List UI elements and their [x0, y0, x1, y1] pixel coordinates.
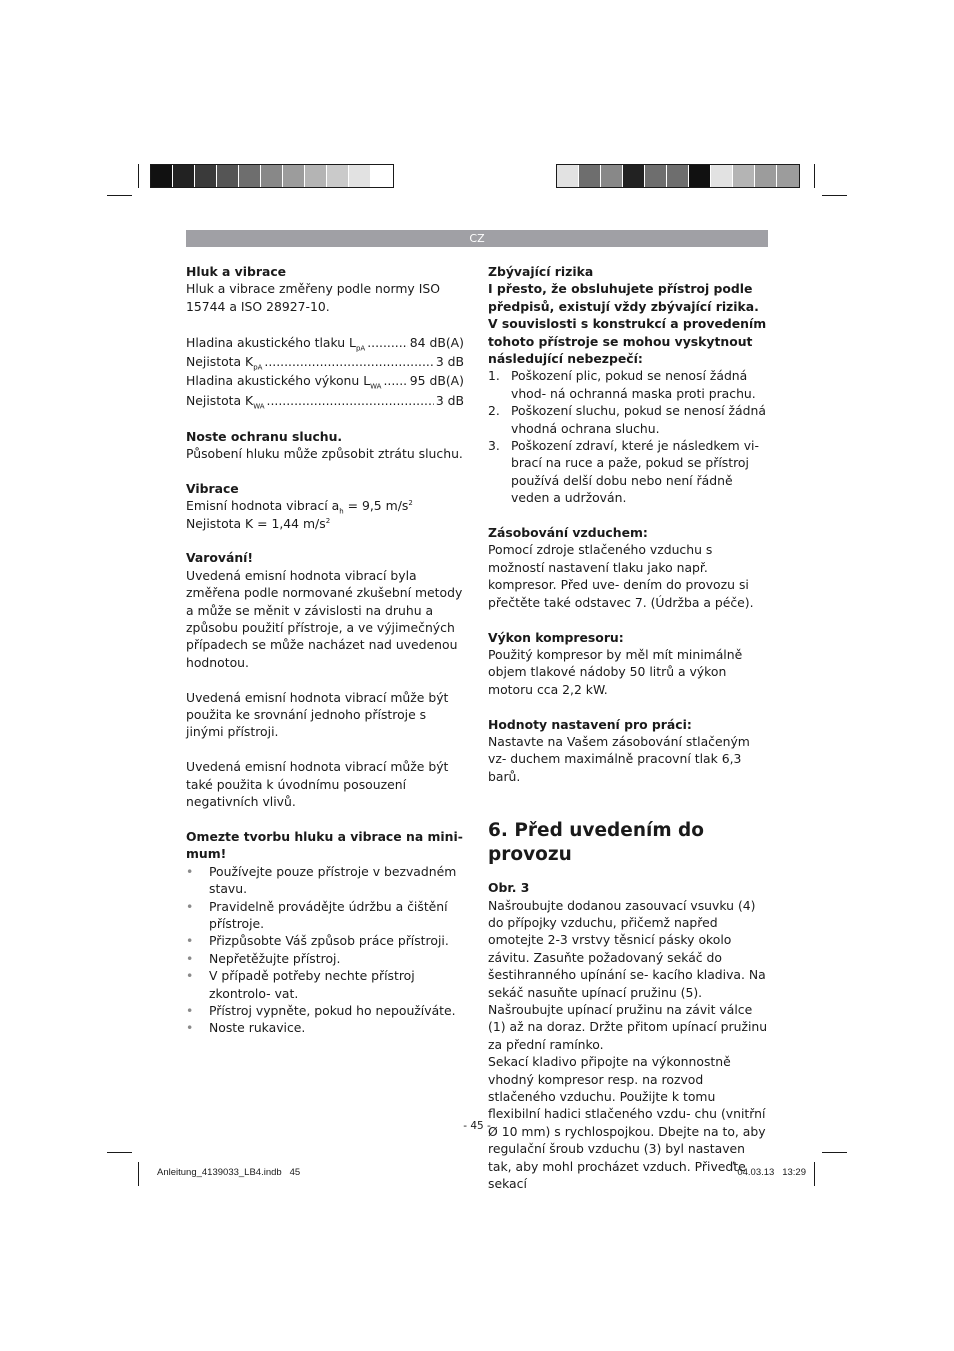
color-swatch	[667, 165, 689, 187]
risk-item	[488, 437, 768, 507]
color-swatch	[645, 165, 667, 187]
warning-heading: Varování!	[186, 550, 254, 566]
bullet-item: • Používejte pouze přístroje v bezvadném stavu.	[186, 863, 464, 898]
risks-intro: I přesto, že obsluhujete přístroj podle předpisů, existují vždy zbývající rizika. V souvislosti s konstrukcí a provedením tohoto přístroje se mohou vyskytnout následující nebezpečí:	[488, 281, 767, 367]
bullet-item: • Nepřetěžujte přístroj.	[186, 950, 464, 967]
vibration-heading: Vibrace	[186, 480, 239, 496]
bullet-item: • Přizpůsobte Váš způsob práce přístroji.	[186, 932, 464, 949]
color-swatch	[689, 165, 711, 187]
measurement-list	[186, 333, 464, 411]
settings-text: Nastavte na Vašem zásobování stlačeným vz- duchem maximálně pracovní tlak 6,3 barů.	[488, 733, 750, 784]
air-supply-heading: Zásobování vzduchem:	[488, 525, 648, 541]
figure-paragraph: Sekací kladivo připojte na výkonnostně vhodný kompresor resp. na rozvod stlačeného vzduchu. Použijte k tomu flexibilní hadici stlačeného vzdu- chu (vnitřní Ø 10 mm) s rychlospojkou. Dbejte na to, aby regulační šroub vzduchu (3) byl nastaven tak, aby mohl procházet vzduch. Přiveďte sekací	[488, 1054, 766, 1192]
measurement-row	[186, 352, 464, 371]
leader-dots	[267, 391, 434, 410]
noise-heading: Hluk a vibrace	[186, 264, 287, 279]
bullet-item: • Noste rukavice.	[186, 1019, 464, 1036]
crop-mark	[814, 164, 815, 188]
leader-dots	[383, 371, 407, 390]
crop-mark	[822, 1152, 847, 1153]
right-column	[488, 263, 768, 1192]
color-calibration-bar-right	[556, 164, 800, 188]
color-swatch	[305, 165, 327, 187]
settings-heading: Hodnoty nastavení pro práci:	[488, 716, 692, 732]
risk-number: 3.	[488, 438, 500, 454]
color-swatch	[755, 165, 777, 187]
compressor-text: Použitý kompresor by měl mít minimálně objem tlakové nádoby 50 litrů a výkon motoru cca 2,2 kW.	[488, 646, 743, 697]
color-swatch	[349, 165, 371, 187]
risk-item	[488, 402, 768, 437]
color-swatch	[217, 165, 239, 187]
hearing-heading: Noste ochranu sluchu.	[186, 428, 343, 444]
color-swatch	[327, 165, 349, 187]
measurement-label: Nejistota $K_{pA}$	[186, 354, 263, 372]
measurement-label: Hladina akustického výkonu $L_{WA}$	[186, 373, 382, 391]
language-band	[186, 230, 768, 247]
warning-paragraph: Uvedená emisní hodnota vibrací může být také použita k úvodnímu posouzení negativních vlivů.	[186, 759, 449, 810]
page-number: - 45 -	[463, 1120, 491, 1132]
risk-text: Poškození plic, pokud se nenosí žádná vhod- ná ochranná maska proti prachu.	[511, 368, 756, 401]
figure-paragraph: Našroubujte dodanou zasouvací vsuvku (4) do přípojky vzduchu, přičemž napřed omotejte 2-3 vrstvy těsnicí pásky okolo závitu. Zasuňte požadovaný sekáč do šestihranného upínání se- kacího kladiva. Na sekáč nasuňte upínací pružinu (5). Našroubujte upínací pružinu na závit válce (1) až na doraz. Držte přitom upínací pružinu za přední ramínko.	[488, 897, 768, 1052]
leader-dots	[264, 352, 433, 371]
risks-list	[488, 367, 768, 506]
crop-mark	[138, 164, 139, 188]
hearing-text: Působení hluku může způsobit ztrátu sluchu.	[186, 446, 463, 462]
language-label: CZ	[469, 232, 485, 245]
color-swatch	[601, 165, 623, 187]
measurement-value: 95 dB(A)	[409, 373, 464, 389]
bullet-item: • Pravidelně provádějte údržbu a čištění přístroje.	[186, 898, 464, 933]
measurement-label: Nejistota $K_{WA}$	[186, 392, 265, 411]
section-title: 6. Před uvedením do provozu	[488, 820, 705, 866]
crop-mark	[814, 1162, 815, 1186]
risk-number: 2.	[488, 403, 500, 419]
left-column	[186, 263, 464, 1037]
leader-dots	[367, 333, 408, 352]
figure-heading: Obr. 3	[488, 880, 530, 896]
color-swatch	[711, 165, 733, 187]
crop-mark	[138, 1162, 139, 1186]
air-supply-text: Pomocí zdroje stlačeného vzduchu s možností nastavení tlaku jako např. kompresor. Před uve- dením do provozu si přečtěte také odstavec 7. (Údržba a péče).	[488, 542, 754, 610]
footer-file: Anleitung_4139033_LB4.indb 45	[157, 1167, 301, 1178]
reduce-heading: Omezte tvorbu hluku a vibrace na mini- mum!	[186, 828, 463, 862]
footer-date: 04.03.13 13:29	[737, 1167, 806, 1178]
risk-number: 1.	[488, 368, 500, 384]
measurement-row	[186, 333, 464, 352]
crop-mark	[822, 195, 847, 196]
risk-text: Poškození zdraví, které je následkem vi- brací na ruce a paže, pokud se přístroj používá delší dobu nebo není řádně veden a udržován.	[511, 438, 759, 506]
bullet-item: • Přístroj vypněte, pokud ho nepoužíváte.	[186, 1002, 464, 1019]
color-swatch	[371, 165, 393, 187]
warning-paragraph: Uvedená emisní hodnota vibrací může být použita ke srovnání jednoho přístroje s jinými přístroji.	[186, 689, 449, 740]
crop-mark	[107, 1152, 132, 1153]
risks-heading: Zbývající rizika	[488, 264, 594, 279]
color-swatch	[195, 165, 217, 187]
crop-mark	[107, 195, 132, 196]
color-swatch	[557, 165, 579, 187]
color-swatch	[733, 165, 755, 187]
color-swatch	[239, 165, 261, 187]
color-swatch	[283, 165, 305, 187]
color-swatch	[173, 165, 195, 187]
measurement-value: 3 dB	[435, 354, 464, 370]
compressor-heading: Výkon kompresoru:	[488, 629, 624, 645]
vibration-uncertainty: Nejistota K = 1,44 $m/s^2$	[186, 515, 331, 531]
warning-paragraph: Uvedená emisní hodnota vibrací byla změřena podle normované zkušební metody a může se měnit v závislosti na druhu a způsobu použití přístroje, a ve výjimečných případech se může nacházet nad uvedenou hodnotou.	[186, 567, 463, 670]
color-swatch	[151, 165, 173, 187]
measurement-value: 3 dB	[435, 392, 464, 408]
bullet-item: • V případě potřeby nechte přístroj zkontrolo- vat.	[186, 967, 464, 1002]
measurement-value: 84 dB(A)	[409, 334, 464, 350]
measurement-row	[186, 371, 464, 390]
measurement-row	[186, 391, 464, 410]
noise-text: Hluk a vibrace změřeny podle normy ISO 15744 a ISO 28927-10.	[186, 281, 440, 314]
color-swatch	[261, 165, 283, 187]
color-swatch	[623, 165, 645, 187]
color-swatch	[777, 165, 799, 187]
risk-item	[488, 367, 768, 402]
color-swatch	[579, 165, 601, 187]
reduce-list	[186, 863, 464, 1037]
measurement-label: Hladina akustického tlaku $L_{pA}$	[186, 334, 366, 353]
risk-text: Poškození sluchu, pokud se nenosí žádná vhodná ochrana sluchu.	[511, 403, 766, 436]
color-calibration-bar-left	[150, 164, 394, 188]
vibration-value: Emisní hodnota vibrací $a_h = 9,5$ $m/s^2$	[186, 498, 413, 516]
